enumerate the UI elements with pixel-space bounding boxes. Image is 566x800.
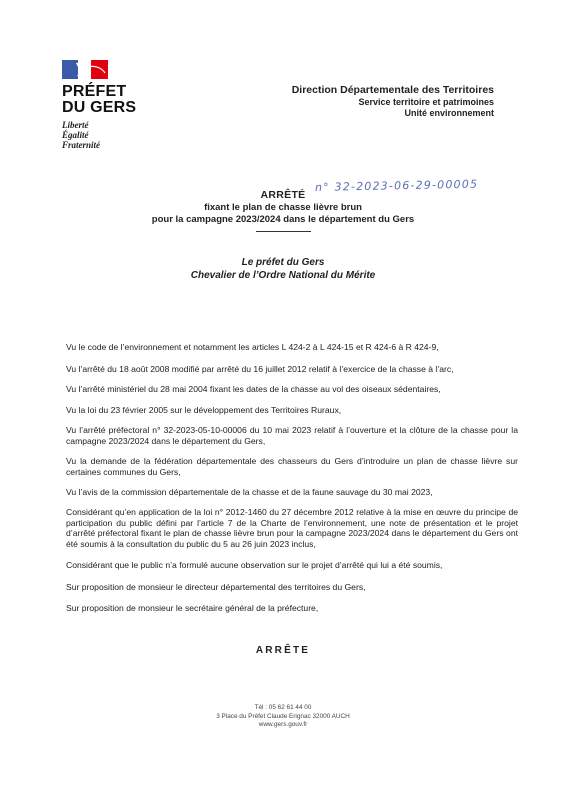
considerant-observation: Considérant que le public n’a formulé aucune observation sur le projet d’arrêté qui lui a été soumis,	[66, 560, 443, 570]
devise-liberte: Liberté	[62, 120, 89, 130]
visa-arrete-ouverture: Vu l’arrêté préfectoral n° 32-2023-05-10-00006 du 10 mai 2023 relatif à l’ouverture et la clôture de la chasse pour la campagne 2023/2024 dans le département du Gers,	[66, 425, 518, 446]
visa-demande-federation: Vu la demande de la fédération départementale des chasseurs du Gers d’introduire un plan de chasse lièvre sur certaines communes du Gers,	[66, 456, 518, 477]
devise-fraternite: Fraternité	[62, 140, 101, 150]
visa-avis-commission: Vu l’avis de la commission départementale de la chasse et de la faune sauvage du 30 mai 2023,	[66, 487, 433, 497]
direction-title: Direction Départementale des Territoires	[291, 84, 494, 96]
document-title	[0, 177, 566, 232]
visa-arrete-chasse-arc: Vu l’arrêté du 18 août 2008 modifié par arrêté du 16 juillet 2012 relatif à l’exercice de la chasse à l’arc,	[66, 364, 454, 374]
footer-web: www.gers.gouv.fr	[258, 721, 308, 729]
footer-tel: Tél : 05 62 61 44 00	[254, 704, 312, 711]
handwritten-arrete-number: n° 32-2023-06-29-00005	[314, 177, 479, 194]
arrete-title-row	[0, 177, 566, 202]
visa-arrete-oiseaux: Vu l’arrêté ministériel du 28 mai 2004 fixant les dates de la chasse au vol des oiseaux sédentaires,	[66, 384, 441, 394]
devise-egalite: Égalité	[62, 130, 89, 140]
logo-du-gers: DU GERS	[62, 99, 137, 116]
logo-prefet-word: PRÉFET	[62, 83, 127, 100]
arrete-heading: ARRÊTÉ	[260, 189, 306, 201]
prefet-qualite	[0, 256, 566, 282]
prefet-line-1: Le préfet du Gers	[241, 257, 325, 268]
proposition-secretaire: Sur proposition de monsieur le secrétaire général de la préfecture,	[66, 603, 319, 613]
considerant-consultation: Considérant qu’en application de la loi n° 2012-1460 du 27 décembre 2012 relative à la mise en œuvre du principe de participation du public défini par l’article 7 de la Charte de l’environnement, une note de présentation et le projet d’arrêté préfectoral fixant le plan de chasse lièvre brun pour la campagne 2023/2024 dans le département du Gers ont été soumis à la consultation du public du 5 au 26 juin 2023 inclus,	[66, 507, 518, 549]
footer-adresse: 3 Place du Préfet Claude Erignac 32000 AUCH	[216, 712, 350, 720]
arrete-decision-heading: ARRÊTE	[255, 645, 311, 656]
visa-code-environnement: Vu le code de l’environnement et notamment les articles L 424-2 à L 424-15 et R 424-6 à R 424-9,	[66, 342, 439, 352]
devise-republique	[62, 120, 100, 150]
marianne-logo-icon	[62, 60, 108, 79]
administration-header	[292, 84, 494, 119]
service-name: Service territoire et patrimoines	[358, 97, 494, 107]
prefet-line-2: Chevalier de l’Ordre National du Mérite	[190, 270, 376, 281]
title-line-1: fixant le plan de chasse lièvre brun	[204, 202, 362, 213]
visa-loi-territoires-ruraux: Vu la loi du 23 février 2005 sur le développement des Territoires Ruraux,	[66, 405, 342, 415]
title-separator	[256, 231, 311, 232]
unite-name: Unité environnement	[404, 108, 494, 118]
title-line-2: pour la campagne 2023/2024 dans le département du Gers	[151, 214, 415, 225]
page-footer	[0, 704, 566, 730]
proposition-directeur: Sur proposition de monsieur le directeur départemental des territoires du Gers,	[66, 582, 366, 592]
